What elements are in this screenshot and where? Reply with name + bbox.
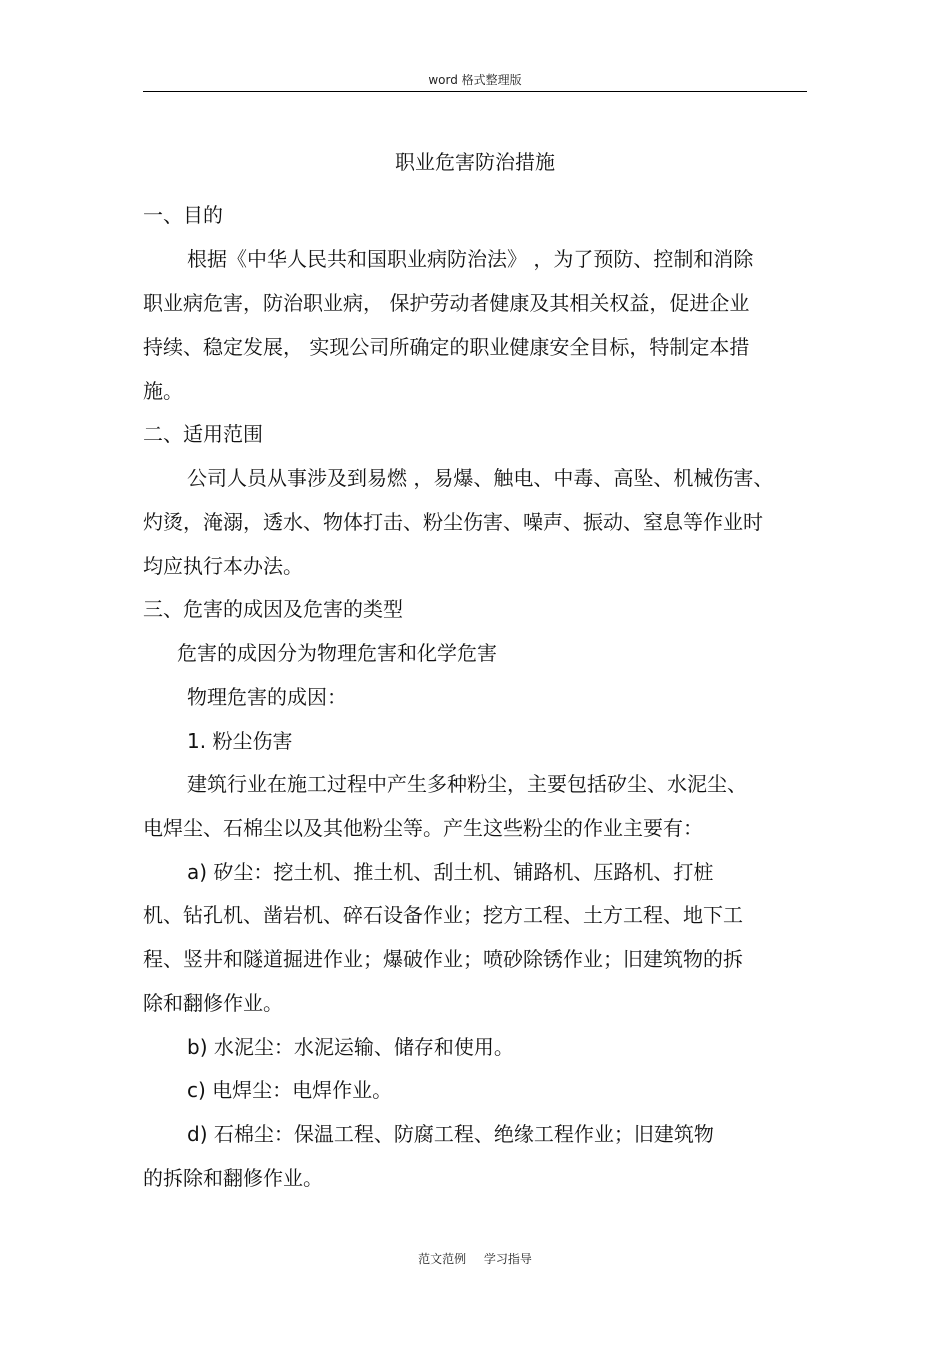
paragraph-line: 公司人员从事涉及到易燃 ，易爆、触电、中毒、高坠、机械伤害、: [187, 466, 774, 490]
list-item: c) 电焊尘：电焊作业。: [187, 1078, 393, 1102]
list-item: b) 水泥尘：水泥运输、储存和使用。: [187, 1035, 514, 1059]
header-divider: [143, 91, 807, 92]
paragraph-line: 电焊尘、石棉尘以及其他粉尘等。产生这些粉尘的作业主要有：: [143, 816, 703, 840]
paragraph-line: 除和翻修作业。: [143, 991, 283, 1015]
list-item: a) 矽尘：挖土机、推土机、刮土机、铺路机、压路机、打桩: [187, 860, 714, 884]
section-heading: 一、目的: [143, 203, 223, 227]
paragraph-line: 灼烫，淹溺，透水、物体打击、粉尘伤害、噪声、振动、窒息等作业时: [143, 510, 763, 534]
paragraph-line: 根据《中华人民共和国职业病防治法》 ，为了预防、控制和消除: [187, 247, 754, 271]
page-footer: 范文范例 学习指导: [418, 1252, 532, 1266]
paragraph-line: 施。: [143, 379, 183, 403]
paragraph-line: 职业病危害，防治职业病， 保护劳动者健康及其相关权益，促进企业: [143, 291, 750, 315]
paragraph-line: 的拆除和翻修作业。: [143, 1166, 323, 1190]
section-heading: 二、适用范围: [143, 422, 263, 446]
paragraph-line: 危害的成因分为物理危害和化学危害: [177, 641, 497, 665]
paragraph-line: 持续、稳定发展， 实现公司所确定的职业健康安全目标，特制定本措: [143, 335, 750, 359]
paragraph-line: 建筑行业在施工过程中产生多种粉尘，主要包括矽尘、水泥尘、: [187, 772, 747, 796]
list-item: d) 石棉尘：保温工程、防腐工程、绝缘工程作业；旧建筑物: [187, 1122, 714, 1146]
section-heading: 三、危害的成因及危害的类型: [143, 597, 403, 621]
paragraph-line: 程、竖井和隧道掘进作业；爆破作业；喷砂除锈作业；旧建筑物的拆: [143, 947, 743, 971]
subsection-heading: 1. 粉尘伤害: [187, 729, 293, 753]
paragraph-line: 均应执行本办法。: [143, 554, 303, 578]
paragraph-line: 机、钻孔机、凿岩机、碎石设备作业；挖方工程、土方工程、地下工: [143, 903, 743, 927]
page-header: word 格式整理版: [428, 73, 522, 87]
paragraph-line: 物理危害的成因：: [187, 685, 347, 709]
document-title: 职业危害防治措施: [395, 150, 555, 174]
